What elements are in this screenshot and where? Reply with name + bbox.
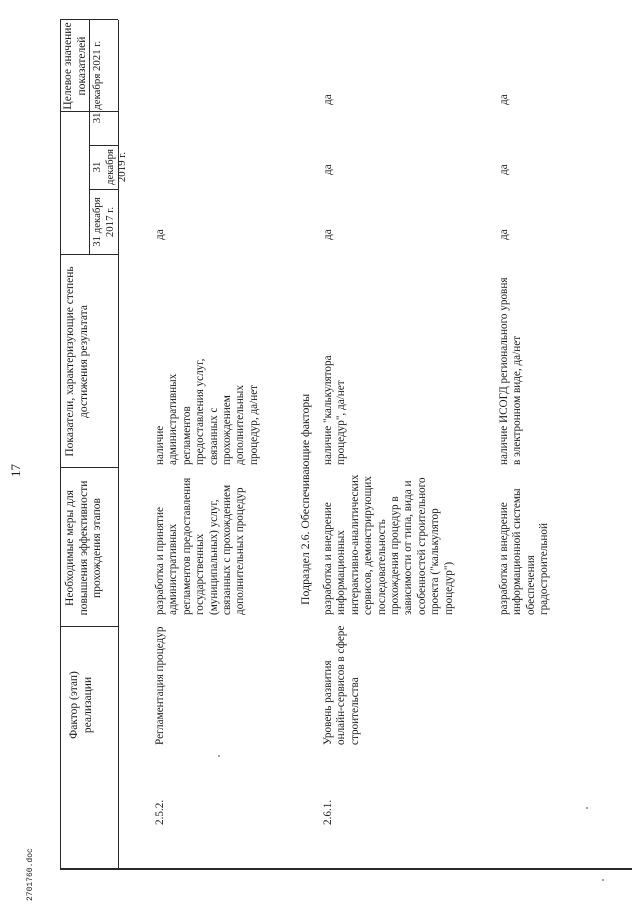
row-252-measure: разработка и принятие административных регламентов предоставления государственных (муниципальных) услуг, связанных с прохождением дополнительных процедур — [154, 477, 247, 615]
row-261-number: 2.6.1. — [322, 799, 334, 825]
row-261-measure-a: разработка и внедрение информационных интерактивно-аналитических сервисов, демонстрирующих последовательность прохождения процедур в зависимости от типа, вида и особенностей строительного проекта ("калькулятор процедур") — [322, 474, 455, 615]
header-measures: Необходимые меры для повышения эффективности прохождения этапов — [64, 480, 104, 616]
subsection-heading: Подраздел 2.6. Обеспечивающие факторы — [298, 393, 312, 605]
row-261-indicator-b: наличие ИСОГД регионального уровня в электронном виде, да/нет — [498, 277, 524, 465]
scan-speck — [586, 807, 588, 809]
header-date-2017: 31 декабря 2017 г. — [91, 197, 116, 247]
header-indicators: Показатели, характеризующие степень достижения результата — [64, 266, 90, 457]
col-sep-1 — [60, 626, 118, 627]
row-261-factor: Уровень развития онлайн-сервисов в сфере строительства — [322, 625, 361, 745]
row-261-indicator-a: наличие "калькулятора процедур", да/нет — [322, 355, 348, 465]
row-261-b-value-2019: да — [498, 164, 510, 175]
row-261-a-value-2021: да — [322, 94, 334, 105]
col-sep-2 — [60, 467, 118, 468]
header-date-2019: 31 декабря 2019 г. — [91, 148, 129, 186]
scan-speck — [602, 879, 604, 881]
row-252-value-2017: да — [154, 229, 166, 240]
table-left-border — [60, 868, 632, 870]
header-factor: Фактор (этап) реализации — [68, 671, 94, 739]
sub-sep-1 — [89, 189, 118, 190]
table-top-border — [60, 20, 61, 870]
row-252-indicator: наличие административных регламентов предоставления услуг, связанных с прохождением дополнительных процедур, да/нет — [154, 358, 260, 465]
row-261-a-value-2019: да — [322, 164, 334, 175]
header-target: Целевое значение показателей — [62, 22, 88, 110]
row-252-number: 2.5.2. — [154, 799, 166, 825]
row-261-b-value-2021: да — [498, 94, 510, 105]
row-252-factor: Регламентация процедур — [154, 626, 166, 745]
page-number: 17 — [8, 464, 23, 477]
header-date-2021: 31 декабря 2021 г. — [91, 40, 103, 124]
file-reference: 2701760.doc — [26, 848, 35, 901]
row-261-measure-b: разработка и внедрение информационной системы обеспечения градостроительной — [498, 488, 551, 615]
scan-speck — [218, 755, 220, 757]
row-261-b-value-2017: да — [498, 229, 510, 240]
row-261-a-value-2017: да — [322, 229, 334, 240]
